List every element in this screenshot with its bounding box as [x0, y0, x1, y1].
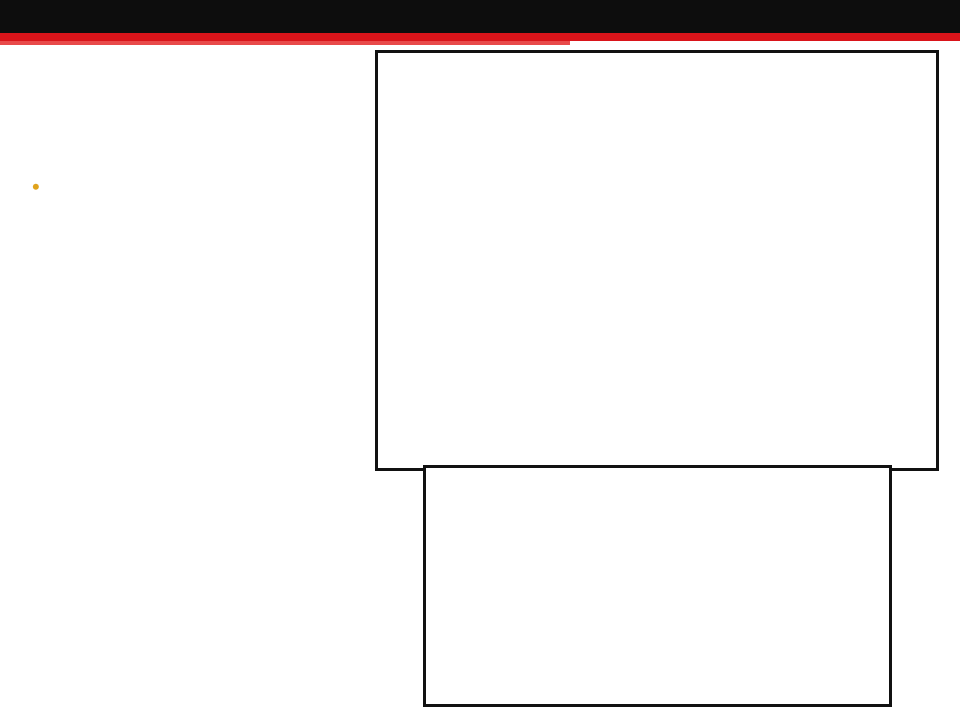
gesture-chart-top [375, 50, 939, 471]
top-bar [0, 0, 960, 33]
bullet-dot-icon: • [32, 174, 40, 199]
top-accent-line [0, 33, 960, 41]
top-accent-line-secondary [0, 41, 570, 45]
gesture-chart-bottom [423, 465, 892, 707]
